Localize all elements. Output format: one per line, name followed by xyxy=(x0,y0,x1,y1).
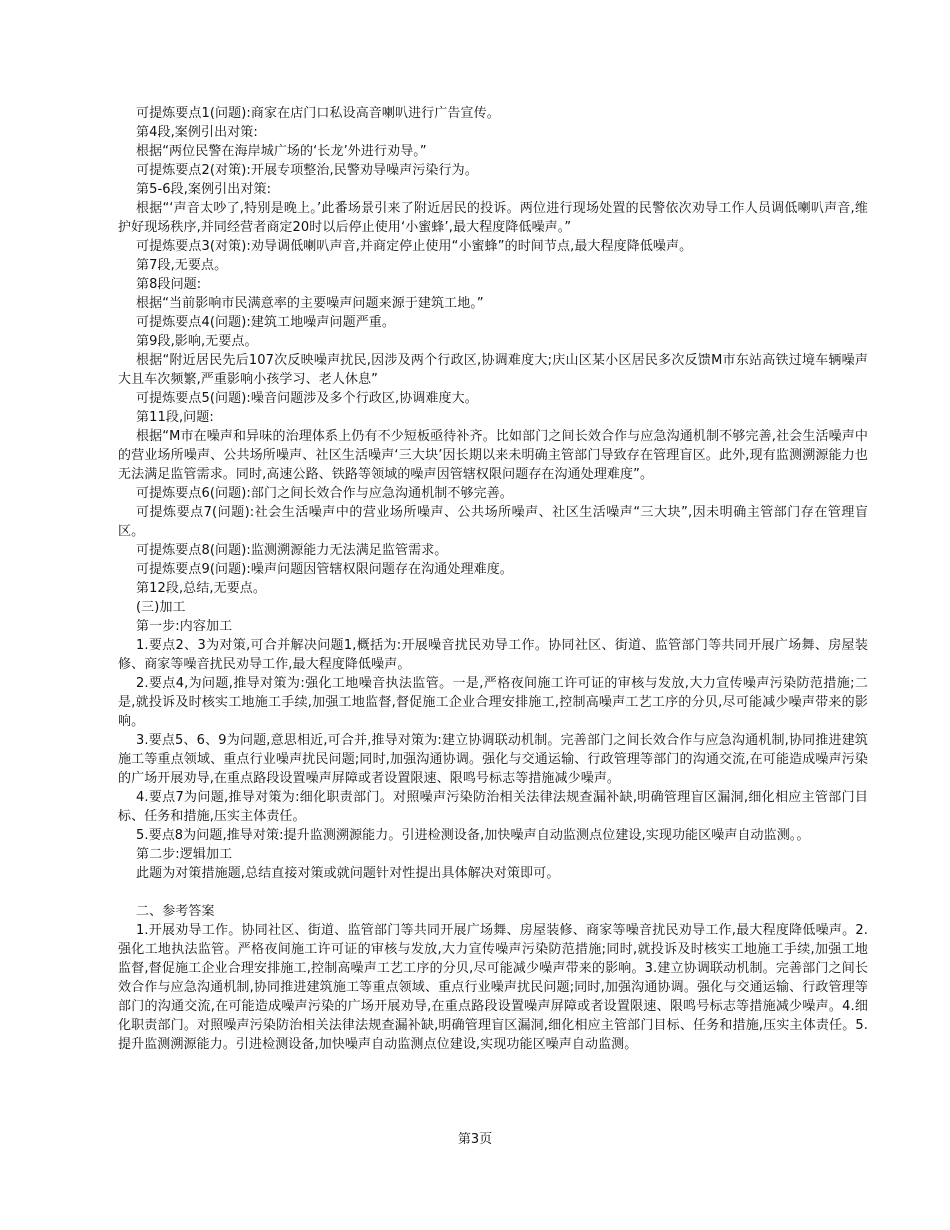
section-9-heading: 第9段,影响,无要点。 xyxy=(136,334,258,349)
step-2-heading: 第二步:逻辑加工 xyxy=(136,847,233,862)
section-12-heading: 第12段,总结,无要点。 xyxy=(136,581,267,596)
point-7-line: 可提炼要点7(问题):社会生活噪声中的营业场所噪声、公共场所噪声、社区生活噪声“三大块”,因未明确主管部门存在管理盲区。 xyxy=(118,505,868,539)
processing-item-3: 3.要点5、6、9为问题,意思相近,可合并,推导对策为:建立协调联动机制。完善部门之间长效合作与应急沟通机制,协同推进建筑施工等重点领域、重点行业噪声扰民问题;同时,加强沟通协调。强化与交通运输、行政管理等部门的沟通交流,在可能造成噪声污染的广场开展劝导,在重点路段设置噪声屏障或者设置限速、限鸣号标志等措施减少噪声。 xyxy=(118,733,868,786)
point-1-line: 可提炼要点1(问题):商家在店门口私设高音喇叭进行广告宣传。 xyxy=(136,106,500,121)
point-4-line: 可提炼要点4(问题):建筑工地噪声问题严重。 xyxy=(136,315,395,330)
answer-text: 1.开展劝导工作。协同社区、街道、监管部门等共同开展广场舞、房屋装修、商家等噪音扰民劝导工作,最大程度降低噪声。2.强化工地执法监管。严格夜间施工许可证的审核与发放,大力宣传噪声污染防范措施;同时,就投诉及时核实工地施工手续,加强工地监督,督促施工企业合理安排施工,控制高噪声工艺工序的分贝,尽可能减少噪声带来的影响。3.建立协调联动机制。完善部门之间长效合作与应急沟通机制,协同推进建筑施工等重点领域、重点行业噪声扰民问题;同时,加强沟通协调。强化与交通运输、行政管理等部门的沟通交流,在可能造成噪声污染的广场开展劝导,在重点路段设置噪声屏障或者设置限速、限鸣号标志等措施减少噪声。4.细化职责部门。对照噪声污染防治相关法律法规查漏补缺,明确管理盲区漏洞,细化相应主管部门目标、任务和措施,压实主体责任。5.提升监测溯源能力。引进检测设备,加快噪声自动监测点位建设,实现功能区噪声自动监测。 xyxy=(118,923,868,1052)
processing-item-1: 1.要点2、3为对策,可合并解决问题1,概括为:开展噪音扰民劝导工作。协同社区、街道、监管部门等共同开展广场舞、房屋装修、商家等噪音扰民劝导工作,最大程度降低噪声。 xyxy=(118,638,868,672)
processing-item-2: 2.要点4,为问题,推导对策为:强化工地噪音执法监管。一是,严格夜间施工许可证的审核与发放,大力宣传噪声污染防范措施;二是,就投诉及时核实工地施工手续,加强工地监督,督促施工企业合理安排施工,控制高噪声工艺工序的分贝,尽可能减少噪声带来的影响。 xyxy=(118,676,868,729)
point-8-line: 可提炼要点8(问题):监测溯源能力无法满足监管需求。 xyxy=(136,543,448,558)
section-5-6-heading: 第5-6段,案例引出对策: xyxy=(136,182,272,197)
section-4-heading: 第4段,案例引出对策: xyxy=(136,125,258,140)
blank-line xyxy=(118,883,868,902)
section-5-6-quote: 根据“‘声音太吵了,特别是晚上。’此番场景引来了附近居民的投诉。两位进行现场处置的民警依次劝导工作人员调低喇叭声音,维护好现场秩序,并同经营者商定20时以后停止使用‘小蜜蜂’,最大程度降低噪声。” xyxy=(118,201,868,235)
section-8-quote: 根据“当前影响市民满意率的主要噪声问题来源于建筑工地。” xyxy=(136,296,484,311)
point-9-line: 可提炼要点9(问题):噪声问题因管辖权限问题存在沟通处理难度。 xyxy=(136,562,513,577)
section-11-quote: 根据“M市在噪声和异味的治理体系上仍有不少短板亟待补齐。比如部门之间长效合作与应急沟通机制不够完善,社会生活噪声中的营业场所噪声、公共场所噪声、社区生活噪声‘三大块’因长期以来未明确主管部门导致存在管理盲区。此外,现有监测溯源能力也无法满足监管需求。同时,高速公路、铁路等领域的噪声因管辖权限问题存在沟通处理难度”。 xyxy=(118,429,868,482)
point-3-line: 可提炼要点3(对策):劝导调低喇叭声音,并商定停止使用“小蜜蜂”的时间节点,最大程度降低噪声。 xyxy=(136,239,693,254)
page-number: 第3页 xyxy=(457,1132,493,1147)
section-4-quote: 根据“两位民警在海岸城广场的‘长龙’外进行劝导。” xyxy=(136,144,427,159)
processing-item-5: 5.要点8为问题,推导对策:提升监测溯源能力。引进检测设备,加快噪声自动监测点位建设,实现功能区噪声自动监测。。 xyxy=(136,828,810,843)
section-11-heading: 第11段,问题: xyxy=(136,410,214,425)
step-2-text: 此题为对策措施题,总结直接对策或就问题针对性提出具体解决对策即可。 xyxy=(136,866,560,881)
step-1-heading: 第一步:内容加工 xyxy=(136,619,233,634)
processing-item-4: 4.要点7为问题,推导对策为:细化职责部门。对照噪声污染防治相关法律法规查漏补缺,明确管理盲区漏洞,细化相应主管部门目标、任务和措施,压实主体责任。 xyxy=(118,790,868,824)
section-9-quote: 根据“附近居民先后107次反映噪声扰民,因涉及两个行政区,协调难度大;庆山区某小区居民多次反馈M市东站高铁过境车辆噪声大且车次频繁,严重影响小孩学习、老人休息” xyxy=(118,353,868,387)
answer-heading: 二、参考答案 xyxy=(136,904,215,919)
section-7-heading: 第7段,无要点。 xyxy=(136,258,228,273)
point-5-line: 可提炼要点5(问题):噪音问题涉及多个行政区,协调难度大。 xyxy=(136,391,478,406)
document-body xyxy=(118,104,868,1054)
point-2-line: 可提炼要点2(对策):开展专项整治,民警劝导噪声污染行为。 xyxy=(136,163,478,178)
point-6-line: 可提炼要点6(问题):部门之间长效合作与应急沟通机制不够完善。 xyxy=(136,486,513,501)
processing-heading: (三)加工 xyxy=(136,600,186,615)
section-8-heading: 第8段问题: xyxy=(136,277,202,292)
